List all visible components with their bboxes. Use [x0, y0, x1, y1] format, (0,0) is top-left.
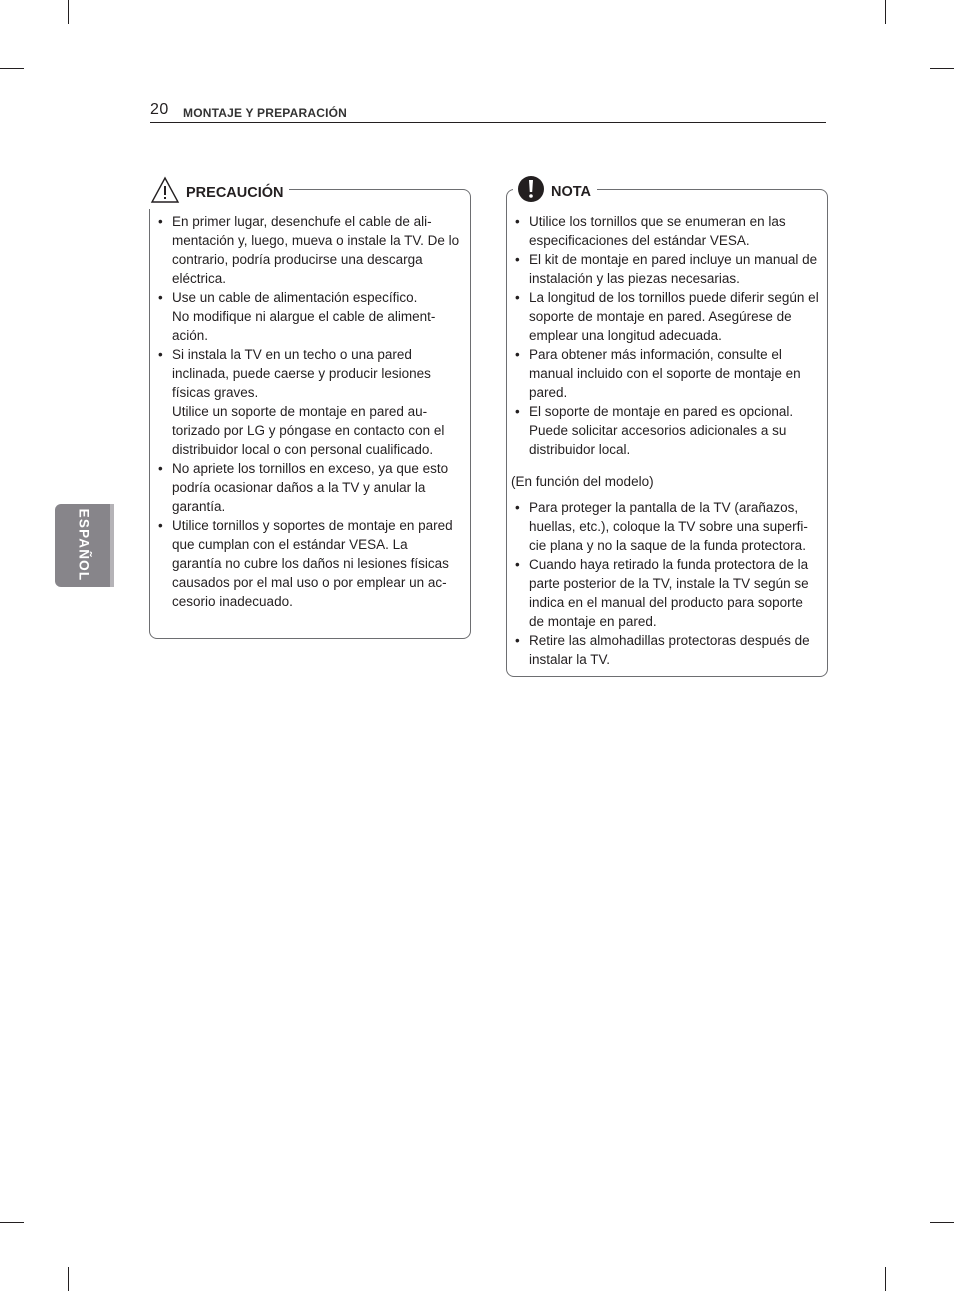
- list-item-text: Para obtener más información, consulte el manual incluido con el soporte de montaje en pared.: [529, 347, 801, 400]
- caution-title: PRECAUCIÓN: [186, 184, 284, 201]
- list-item: [150, 288, 460, 345]
- note-list: [507, 212, 819, 459]
- list-item: [507, 555, 819, 631]
- list-item: [150, 212, 460, 288]
- list-item-text: Utilice los tornillos que se enumeran en las especificaciones del estándar VESA.: [529, 214, 786, 248]
- list-item: [150, 516, 460, 611]
- list-item-text: Si instala la TV en un techo o una pared inclinada, puede caerse y producir lesiones físicas graves.: [172, 347, 431, 400]
- page-number: 20: [150, 101, 169, 118]
- crop-mark: [885, 1267, 886, 1291]
- list-item-text: Retire las almohadillas protectoras después de instalar la TV.: [529, 633, 810, 667]
- list-item: [507, 288, 819, 345]
- list-item: [507, 631, 819, 669]
- caution-header: [146, 176, 289, 209]
- list-item: [150, 345, 460, 459]
- list-item-text: Use un cable de alimentación específico.: [172, 290, 418, 305]
- section-title: MONTAJE Y PREPARACIÓN: [183, 106, 348, 120]
- list-item-text: Cuando haya retirado la funda protectora de la parte posterior de la TV, instale la TV según se indica en el manual del producto para soporte de montaje en pared.: [529, 557, 809, 629]
- note-box: [506, 183, 828, 677]
- note-model-list: [507, 498, 819, 669]
- note-title: NOTA: [551, 183, 592, 200]
- crop-mark: [68, 1267, 69, 1291]
- crop-mark: [0, 68, 24, 69]
- caution-box: [149, 184, 471, 639]
- list-item-extra: No modifique ni alargue el cable de aliment-ación.: [172, 309, 436, 343]
- list-item: [150, 459, 460, 516]
- crop-mark: [0, 1222, 24, 1223]
- crop-mark: [930, 68, 954, 69]
- model-note: (En función del modelo): [511, 474, 654, 489]
- list-item-text: Para proteger la pantalla de la TV (arañazos, huellas, etc.), coloque la TV sobre una superfi-cie plana y no la saque de la funda protectora.: [529, 500, 808, 553]
- caution-list: [150, 212, 460, 611]
- list-item-text: El soporte de montaje en pared es opcional. Puede solicitar accesorios adicionales a su distribuidor local.: [529, 404, 794, 457]
- list-item-text: Utilice tornillos y soportes de montaje en pared que cumplan con el estándar VESA. La garantía no cubre los daños ni lesiones físicas causados por el mal uso o por emplear un ac-cesorio inadecuado.: [172, 518, 453, 609]
- note-header: [513, 175, 597, 208]
- list-item: [507, 345, 819, 402]
- list-item: [507, 402, 819, 459]
- list-item-text: El kit de montaje en pared incluye un manual de instalación y las piezas necesarias.: [529, 252, 818, 286]
- list-item: [507, 212, 819, 250]
- crop-mark: [68, 0, 69, 24]
- list-item-extra: Utilice un soporte de montaje en pared au-torizado por LG y póngase en contacto con el distribuidor local o con personal cualificado.: [172, 404, 445, 457]
- list-item-text: No apriete los tornillos en exceso, ya que esto podría ocasionar daños a la TV y anular la garantía.: [172, 461, 449, 514]
- language-tab-label: ESPAÑOL: [76, 508, 92, 582]
- list-item: [507, 498, 819, 555]
- page-header: [150, 102, 826, 123]
- list-item-text: La longitud de los tornillos puede diferir según el soporte de montaje en pared. Asegúrese de emplear una longitud adecuada.: [529, 290, 819, 343]
- list-item: [507, 250, 819, 288]
- crop-mark: [885, 0, 886, 24]
- exclamation-circle-icon: [517, 175, 545, 208]
- warning-triangle-icon: [150, 176, 180, 209]
- crop-mark: [930, 1222, 954, 1223]
- list-item-text: En primer lugar, desenchufe el cable de ali-mentación y, luego, mueva o instale la TV. De lo contrario, podría producirse una descarga eléctrica.: [172, 214, 460, 286]
